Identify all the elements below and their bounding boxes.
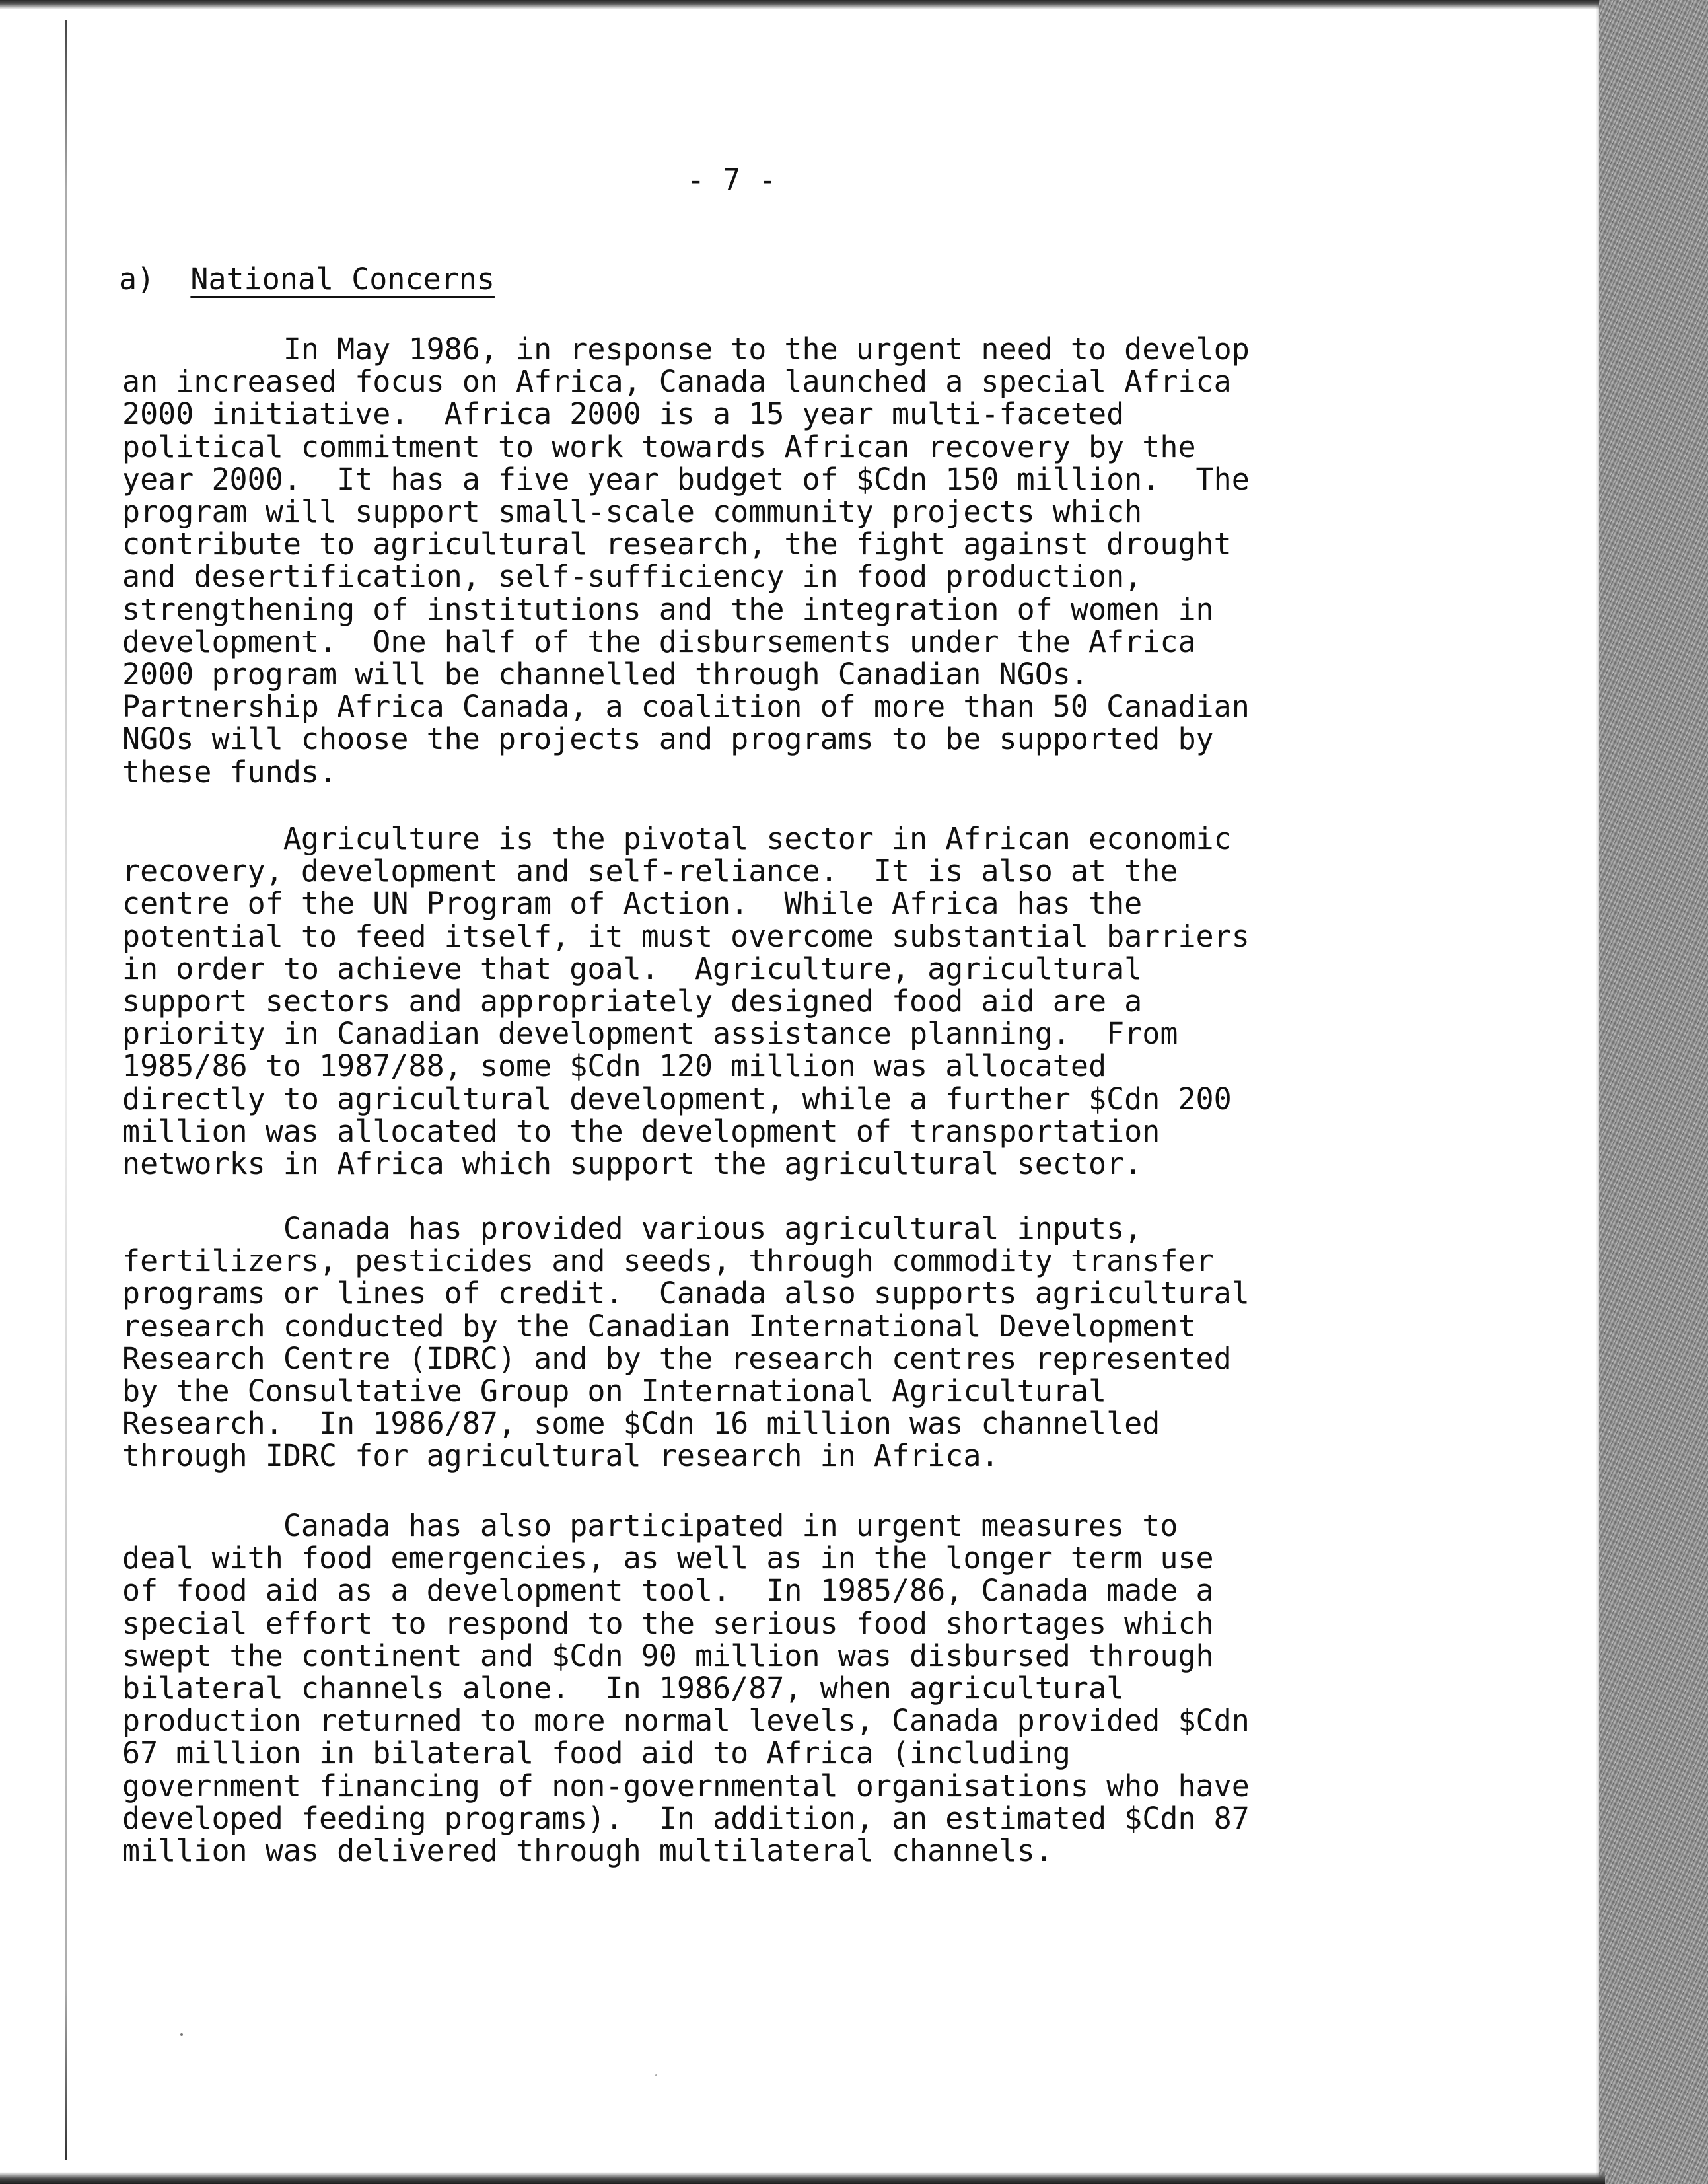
text-line: Research. In 1986/87, some $Cdn 16 million was channelled [122,1406,1160,1441]
text-line: these funds. [122,754,338,789]
scan-edge-left [65,20,67,2160]
paragraph [122,333,1443,788]
text-line: support sectors and appropriately designed food aid are a [122,984,1143,1019]
text-line: in order to achieve that goal. Agriculture, agricultural [122,951,1143,986]
text-line: 2000 program will be channelled through Canadian NGOs. [122,657,1088,692]
paragraph [122,1510,1443,1867]
text-line: of food aid as a development tool. In 1985/86, Canada made a [122,1573,1214,1609]
text-line: program will support small-scale community projects which [122,494,1143,530]
text-line: strengthening of institutions and the integration of women in [122,591,1214,627]
scan-edge-right [1599,0,1708,2184]
text-line: bilateral channels alone. In 1986/87, when agricultural [122,1671,1125,1706]
text-line: potential to feed itself, it must overcome substantial barriers [122,918,1250,954]
text-line: by the Consultative Group on International Agricultural [122,1373,1107,1409]
text-line: centre of the UN Program of Action. While Africa has the [122,886,1143,922]
text-line: development. One half of the disbursements under the Africa [122,624,1196,659]
scan-speck [655,2074,657,2076]
section-marker: a) [119,262,155,297]
scan-edge-top [0,0,1605,9]
text-line: year 2000. It has a five year budget of $Cdn 150 million. The [122,461,1250,497]
text-line: through IDRC for agricultural research in Africa. [122,1438,999,1474]
text-line: 2000 initiative. Africa 2000 is a 15 year multi-faceted [122,396,1125,432]
scan-edge-bottom [0,2172,1605,2184]
text-line: deal with food emergencies, as well as in the longer term use [122,1541,1214,1576]
text-line: and desertification, self-sufficiency in food production, [122,559,1143,595]
text-line: political commitment to work towards African recovery by the [122,429,1196,464]
section-heading [119,262,495,297]
text-line: recovery, development and self-reliance. It is also at the [122,854,1178,889]
section-title: National Concerns [190,262,495,297]
text-line: directly to agricultural development, while a further $Cdn 200 [122,1081,1232,1116]
text-line: million was delivered through multilateral channels. [122,1833,1053,1869]
text-line: NGOs will choose the projects and programs to be supported by [122,721,1214,757]
paragraph [122,822,1443,1180]
text-line: programs or lines of credit. Canada also supports agricultural [122,1276,1250,1311]
text-line: special effort to respond to the serious food shortages which [122,1605,1214,1641]
text-line: Agriculture is the pivotal sector in African economic [122,821,1232,856]
text-line: priority in Canadian development assistance planning. From [122,1016,1178,1052]
text-line: 1985/86 to 1987/88, some $Cdn 120 million was allocated [122,1048,1107,1084]
text-line: an increased focus on Africa, Canada launched a special Africa [122,364,1232,400]
text-line: Canada has also participated in urgent measures to [122,1508,1178,1543]
paragraph [122,1212,1443,1473]
text-line: 67 million in bilateral food aid to Africa (including [122,1735,1071,1771]
page-number: - 7 - [687,163,777,198]
text-line: swept the continent and $Cdn 90 million was disbursed through [122,1638,1214,1673]
text-line: government financing of non-governmental organisations who have [122,1768,1250,1803]
text-line: research conducted by the Canadian International Development [122,1308,1196,1344]
text-line: Partnership Africa Canada, a coalition of more than 50 Canadian [122,689,1250,725]
text-line: Canada has provided various agricultural inputs, [122,1211,1143,1246]
text-line: contribute to agricultural research, the fight against drought [122,527,1232,562]
text-line: In May 1986, in response to the urgent need to develop [122,332,1250,367]
text-line: production returned to more normal levels, Canada provided $Cdn [122,1703,1250,1739]
text-line: Research Centre (IDRC) and by the research centres represented [122,1340,1232,1376]
text-line: networks in Africa which support the agricultural sector. [122,1146,1143,1182]
text-line: million was allocated to the development of transportation [122,1113,1160,1149]
scan-speck [180,2033,183,2036]
text-line: fertilizers, pesticides and seeds, through commodity transfer [122,1243,1214,1279]
text-line: developed feeding programs). In addition, an estimated $Cdn 87 [122,1800,1250,1836]
